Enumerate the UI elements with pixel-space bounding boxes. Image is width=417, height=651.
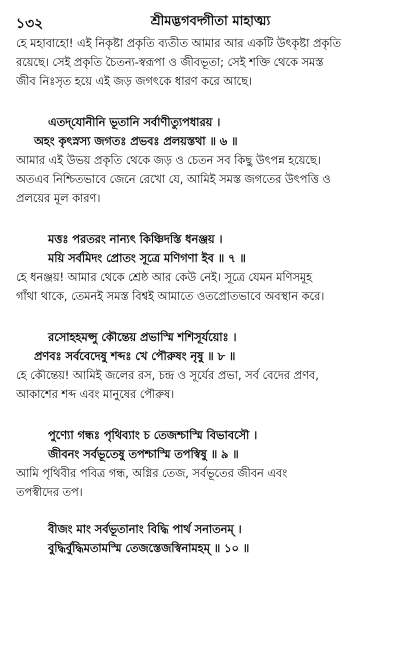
text-line: হে মহাবাহো! এই নিকৃষ্টা প্রকৃতি ব্যতীত আমার আর একটি উৎকৃষ্টা প্রকৃতি <box>16 37 341 50</box>
running-title: শ্রীমদ্ভগবদ্গীতা মাহাত্ম্য <box>150 14 271 29</box>
text-line: প্রলয়ের মূল কারণ। <box>16 192 101 205</box>
verse-line: ময়ি সর্বমিদং প্রোতং সূত্রে মণিগণা ইব ॥ ৭ ॥ <box>48 252 246 265</box>
text-line: রয়েছে। সেই প্রকৃতি চৈতন্য-স্বরূপা ও জীবভূতা; সেই শক্তি থেকে সমস্ত <box>16 56 324 69</box>
translation-8 <box>16 366 405 404</box>
verse-9 <box>16 426 405 464</box>
spacer <box>16 502 405 520</box>
verse-line: বুদ্ধির্বুদ্ধিমতামস্মি তেজস্তেজস্বিনামহম্ ॥ ১০ ॥ <box>48 542 250 555</box>
text-line: হে ধনঞ্জয়! আমার থেকে শ্রেষ্ঠ আর কেউ নেই। সূত্রে যেমন মণিসমূহ <box>16 271 313 284</box>
text-line: আমি পৃথিবীর পবিত্র গন্ধ, অগ্নির তেজ, সর্বভূতের জীবন এবং <box>16 467 288 480</box>
spacer <box>16 91 405 113</box>
verse-7 <box>16 230 405 268</box>
text-line: অতএব নিশ্চিতভাবে জেনে রেখো যে, আমিই সমস্ত জগতের উৎপত্তি ও <box>16 173 331 186</box>
intro-paragraph <box>16 34 405 91</box>
verse-8 <box>16 328 405 366</box>
text-line: জীব নিঃসৃত হয়ে এই জড় জগৎকে ধারণ করে আছে। <box>16 75 252 88</box>
text-line: আমার এই উভয় প্রকৃতি থেকে জড় ও চেতন সব কিছু উৎপন্ন হয়েছে। <box>16 154 321 167</box>
verse-10 <box>16 520 405 558</box>
verse-line: রসোহহমপ্সু কৌন্তেয় প্রভাস্মি শশিসূর্যয়োঃ । <box>48 331 237 344</box>
text-line: গাঁথা থাকে, তেমনই সমস্ত বিশ্বই আমাতে ওতপ্রোতভাবে অবস্থান করে। <box>16 290 325 303</box>
text-line: হে কৌন্তেয়! আমিই জলের রস, চন্দ্র ও সূর্যের প্রভা, সর্ব বেদের প্রণব, <box>16 369 319 382</box>
translation-7 <box>16 268 405 306</box>
verse-line: অহং কৃৎস্নস্য জগতঃ প্রভবঃ প্রলয়স্তথা ॥ ৬ ॥ <box>34 135 238 148</box>
spacer <box>16 208 405 230</box>
translation-9 <box>16 464 405 502</box>
verse-6 <box>16 113 405 151</box>
verse-line: পুণ্যো গন্ধঃ পৃথিব্যাং চ তেজশ্চাস্মি বিভাবসৌ । <box>48 429 258 442</box>
spacer <box>16 306 405 328</box>
translation-6 <box>16 151 405 208</box>
text-line: তপস্বীদের তপ। <box>16 486 83 499</box>
verse-line: মত্তঃ পরতরং নান্যৎ কিঞ্চিদস্তি ধনঞ্জয় । <box>48 233 223 246</box>
verse-line: বীজং মাং সর্বভূতানাং বিদ্ধি পার্থ সনাতনম্ । <box>48 523 242 536</box>
page-header <box>16 8 405 34</box>
text-line: আকাশের শব্দ এবং মানুষের পৌরুষ। <box>16 388 175 401</box>
spacer <box>16 404 405 426</box>
verse-line: এতদ্‌যোনীনি ভূতানি সর্বাণীত্যুপধারয় । <box>48 116 221 129</box>
verse-line: জীবনং সর্বভূতেষু তপশ্চাস্মি তপস্বিষু ॥ ৯ ॥ <box>48 448 239 461</box>
verse-line: প্রণবঃ সর্ববেদেষু শব্দঃ খে পৌরুষং নৃষু ॥ ৮ ॥ <box>34 350 236 363</box>
page-number: ১৩২ <box>16 16 44 32</box>
